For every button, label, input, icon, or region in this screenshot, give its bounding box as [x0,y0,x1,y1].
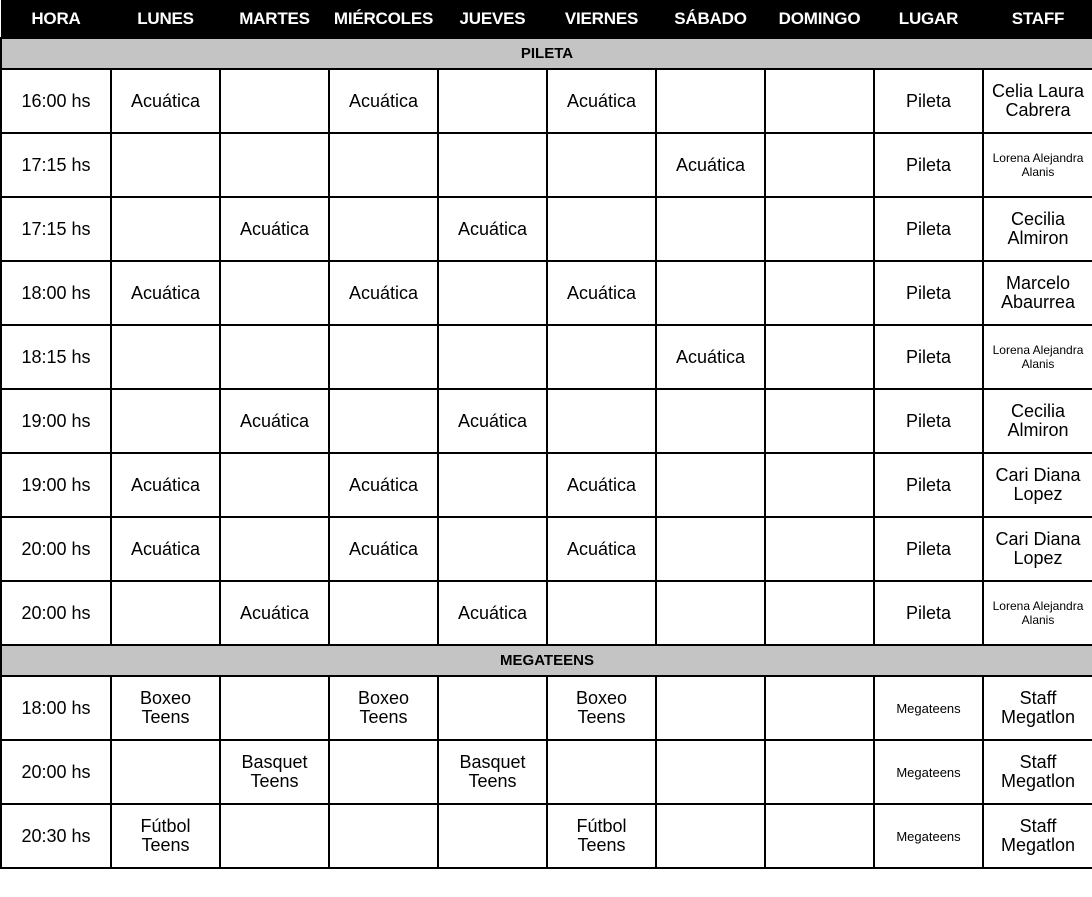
hora-cell: 17:15 hs [1,197,111,261]
header-martes: MARTES [220,1,329,39]
activity-label: Boxeo Teens [139,688,192,727]
day-cell-lunes [111,197,220,261]
activity-label: Acuática [130,282,201,303]
day-cell-martes [220,325,329,389]
day-cell-sabado [656,453,765,517]
hora-cell: 20:00 hs [1,517,111,581]
activity-label: Acuática [239,410,310,431]
day-cell-jueves [438,261,547,325]
hora-cell: 17:15 hs [1,133,111,197]
hora-cell: 20:00 hs [1,581,111,645]
day-cell-miercoles [329,581,438,645]
day-cell-sabado [656,261,765,325]
day-cell-domingo [765,740,874,804]
day-cell-lunes [111,581,220,645]
table-row [1,740,1092,804]
table-row [1,261,1092,325]
staff-cell: Staff Megatlon [983,676,1092,740]
staff-cell: Staff Megatlon [983,740,1092,804]
day-cell-domingo [765,197,874,261]
lugar-cell: Pileta [874,581,983,645]
day-cell-jueves [438,197,547,261]
activity-label: Boxeo Teens [575,688,628,727]
day-cell-sabado [656,197,765,261]
day-cell-lunes [111,69,220,133]
activity-label: Fútbol Teens [140,816,191,855]
header-miercoles: MIÉRCOLES [329,1,438,39]
activity-label: Acuática [239,218,310,239]
staff-cell: Cari Diana Lopez [983,517,1092,581]
section-row [1,38,1092,69]
day-cell-domingo [765,453,874,517]
day-cell-domingo [765,133,874,197]
hora-cell: 18:00 hs [1,676,111,740]
table-row [1,804,1092,868]
activity-label: Acuática [239,602,310,623]
section-row [1,645,1092,676]
hora-cell: 20:30 hs [1,804,111,868]
lugar-cell: Pileta [874,325,983,389]
day-cell-jueves [438,133,547,197]
table-row [1,69,1092,133]
activity-label: Acuática [348,538,419,559]
day-cell-domingo [765,804,874,868]
day-cell-viernes [547,676,656,740]
day-cell-miercoles [329,325,438,389]
schedule-body [1,38,1092,868]
lugar-cell: Pileta [874,517,983,581]
day-cell-lunes [111,517,220,581]
day-cell-lunes [111,261,220,325]
activity-label: Acuática [457,410,528,431]
day-cell-martes [220,197,329,261]
hora-cell: 20:00 hs [1,740,111,804]
activity-label: Basquet Teens [459,752,526,791]
hora-cell: 16:00 hs [1,69,111,133]
activity-label: Acuática [566,538,637,559]
header-domingo: DOMINGO [765,1,874,39]
day-cell-jueves [438,69,547,133]
day-cell-martes [220,453,329,517]
staff-cell: Staff Megatlon [983,804,1092,868]
section-title: MEGATEENS [1,645,1092,676]
staff-cell: Celia Laura Cabrera [983,69,1092,133]
day-cell-viernes [547,453,656,517]
header-viernes: VIERNES [547,1,656,39]
day-cell-domingo [765,676,874,740]
activity-label: Acuática [457,602,528,623]
day-cell-miercoles [329,453,438,517]
staff-cell: Lorena Alejandra Alanis [983,325,1092,389]
day-cell-domingo [765,325,874,389]
day-cell-martes [220,517,329,581]
activity-label: Acuática [130,538,201,559]
day-cell-viernes [547,325,656,389]
activity-label: Acuática [566,282,637,303]
day-cell-viernes [547,133,656,197]
table-row [1,581,1092,645]
day-cell-miercoles [329,804,438,868]
day-cell-miercoles [329,676,438,740]
header-lugar: LUGAR [874,1,983,39]
section-title: PILETA [1,38,1092,69]
day-cell-lunes [111,389,220,453]
day-cell-sabado [656,676,765,740]
lugar-cell: Megateens [874,740,983,804]
day-cell-domingo [765,69,874,133]
activity-label: Acuática [130,474,201,495]
day-cell-miercoles [329,517,438,581]
day-cell-jueves [438,740,547,804]
day-cell-sabado [656,133,765,197]
day-cell-viernes [547,389,656,453]
day-cell-jueves [438,389,547,453]
table-row [1,453,1092,517]
activity-label: Basquet Teens [241,752,308,791]
staff-cell: Cecilia Almiron [983,197,1092,261]
activity-label: Acuática [566,90,637,111]
day-cell-lunes [111,676,220,740]
day-cell-martes [220,261,329,325]
header-hora: HORA [1,1,111,39]
lugar-cell: Megateens [874,804,983,868]
day-cell-martes [220,389,329,453]
header-lunes: LUNES [111,1,220,39]
activity-label: Boxeo Teens [357,688,410,727]
day-cell-martes [220,69,329,133]
day-cell-domingo [765,261,874,325]
activity-label: Acuática [675,346,746,367]
day-cell-lunes [111,804,220,868]
hora-cell: 18:00 hs [1,261,111,325]
day-cell-lunes [111,740,220,804]
day-cell-sabado [656,69,765,133]
day-cell-viernes [547,197,656,261]
day-cell-jueves [438,453,547,517]
day-cell-lunes [111,453,220,517]
day-cell-viernes [547,261,656,325]
lugar-cell: Megateens [874,676,983,740]
activity-label: Acuática [566,474,637,495]
day-cell-sabado [656,517,765,581]
day-cell-lunes [111,133,220,197]
day-cell-miercoles [329,133,438,197]
day-cell-miercoles [329,740,438,804]
lugar-cell: Pileta [874,453,983,517]
staff-cell: Marcelo Abaurrea [983,261,1092,325]
day-cell-viernes [547,517,656,581]
staff-cell: Lorena Alejandra Alanis [983,581,1092,645]
activity-label: Acuática [130,90,201,111]
lugar-cell: Pileta [874,197,983,261]
table-row [1,325,1092,389]
day-cell-domingo [765,581,874,645]
day-cell-martes [220,581,329,645]
activity-label: Acuática [457,218,528,239]
day-cell-sabado [656,389,765,453]
day-cell-miercoles [329,261,438,325]
day-cell-miercoles [329,389,438,453]
day-cell-miercoles [329,69,438,133]
day-cell-jueves [438,804,547,868]
day-cell-miercoles [329,197,438,261]
day-cell-jueves [438,517,547,581]
day-cell-domingo [765,517,874,581]
staff-cell: Cari Diana Lopez [983,453,1092,517]
header-row [1,1,1092,39]
table-row [1,676,1092,740]
day-cell-jueves [438,581,547,645]
activity-label: Fútbol Teens [576,816,627,855]
header-staff: STAFF [983,1,1092,39]
day-cell-viernes [547,581,656,645]
table-row [1,517,1092,581]
staff-cell: Cecilia Almiron [983,389,1092,453]
day-cell-domingo [765,389,874,453]
table-row [1,389,1092,453]
day-cell-lunes [111,325,220,389]
lugar-cell: Pileta [874,261,983,325]
day-cell-viernes [547,740,656,804]
header-sabado: SÁBADO [656,1,765,39]
day-cell-jueves [438,676,547,740]
day-cell-viernes [547,69,656,133]
activity-label: Acuática [348,282,419,303]
activity-label: Acuática [675,154,746,175]
day-cell-sabado [656,740,765,804]
lugar-cell: Pileta [874,133,983,197]
header-jueves: JUEVES [438,1,547,39]
day-cell-jueves [438,325,547,389]
hora-cell: 18:15 hs [1,325,111,389]
staff-cell: Lorena Alejandra Alanis [983,133,1092,197]
day-cell-martes [220,740,329,804]
day-cell-sabado [656,804,765,868]
day-cell-sabado [656,325,765,389]
activity-label: Acuática [348,90,419,111]
lugar-cell: Pileta [874,389,983,453]
day-cell-martes [220,676,329,740]
activity-label: Acuática [348,474,419,495]
day-cell-viernes [547,804,656,868]
day-cell-martes [220,133,329,197]
table-row [1,133,1092,197]
table-row [1,197,1092,261]
lugar-cell: Pileta [874,69,983,133]
hora-cell: 19:00 hs [1,389,111,453]
day-cell-sabado [656,581,765,645]
hora-cell: 19:00 hs [1,453,111,517]
day-cell-martes [220,804,329,868]
